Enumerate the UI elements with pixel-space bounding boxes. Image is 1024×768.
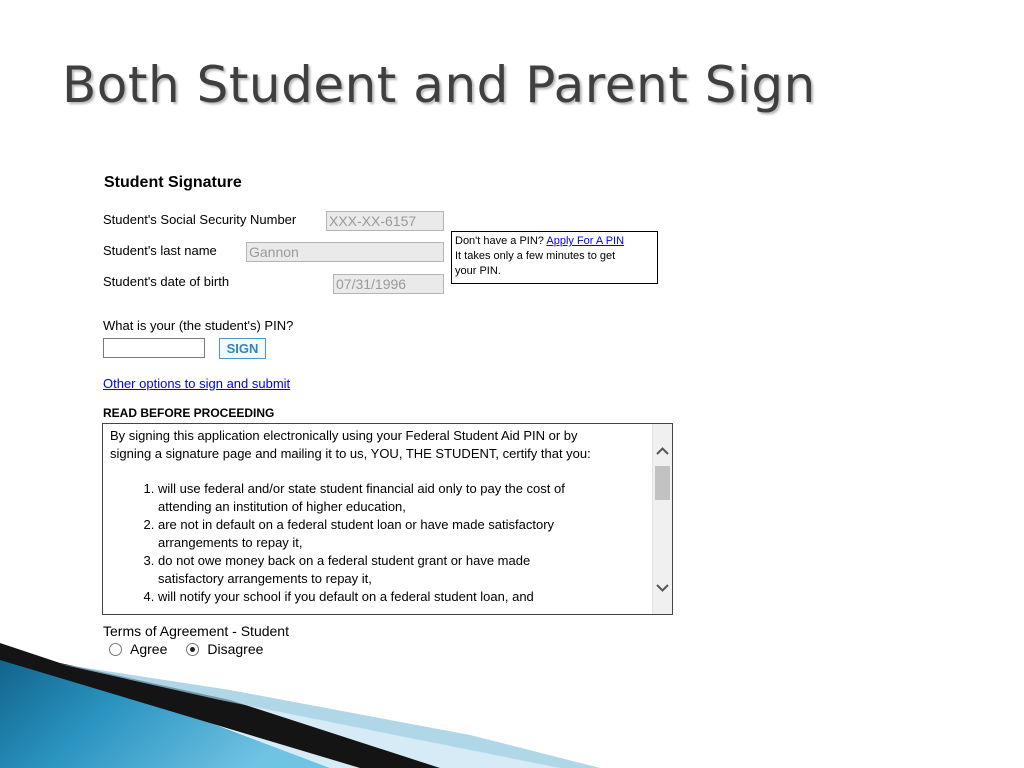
agree-radio[interactable] [109, 643, 122, 656]
list-item: 1. will use federal and/or state student financial aid only to pay the cost of attending an institution of higher education, [158, 480, 656, 516]
ssn-field[interactable]: XXX-XX-6157 [326, 211, 444, 231]
list-item: 2. are not in default on a federal student loan or have made satisfactory arrangements to repay it, [158, 516, 656, 552]
slide-title: Both Student and Parent Sign [62, 56, 816, 114]
chevron-down-icon[interactable] [655, 580, 670, 595]
dob-label: Student's date of birth [103, 274, 230, 289]
pin-question: What is your (the student's) PIN? [103, 318, 294, 333]
read-heading: READ BEFORE PROCEEDING [103, 406, 275, 420]
terms-text [110, 427, 656, 613]
intro-line: By signing this application electronically using your Federal Student Aid PIN or by [110, 428, 578, 443]
disagree-radio[interactable] [186, 643, 199, 656]
list-item: 4. will notify your school if you default on a federal student loan, and [158, 588, 656, 606]
pin-input[interactable] [103, 338, 205, 358]
scrollbar[interactable] [652, 424, 672, 614]
apply-pin-link[interactable]: Apply For A PIN [546, 235, 625, 247]
dob-field[interactable]: 07/31/1996 [333, 274, 444, 294]
sign-button[interactable]: SIGN [219, 338, 266, 359]
last-name-label: Student's last name [103, 243, 217, 258]
agree-label[interactable]: Agree [130, 641, 168, 657]
scroll-thumb[interactable] [655, 466, 670, 500]
other-options-link[interactable]: Other options to sign and submit [103, 376, 291, 391]
last-name-field[interactable]: Gannon [246, 242, 444, 262]
terms-text-box[interactable] [102, 423, 673, 615]
intro-line: signing a signature page and mailing it to us, YOU, THE STUDENT, certify that you: [110, 446, 591, 461]
terms-label: Terms of Agreement - Student [103, 623, 289, 639]
chevron-up-icon[interactable] [655, 444, 670, 459]
pin-help-box [451, 231, 658, 284]
disagree-label[interactable]: Disagree [207, 641, 264, 657]
list-item: 3. do not owe money back on a federal student grant or have made satisfactory arrangements to repay it, [158, 552, 656, 588]
terms-radio-group [109, 641, 282, 657]
ssn-label: Student's Social Security Number [103, 212, 297, 227]
pin-help-prefix: Don't have a PIN? [455, 235, 547, 247]
section-heading: Student Signature [104, 174, 242, 191]
pin-help-line: your PIN. [455, 265, 501, 277]
pin-help-line: It takes only a few minutes to get [455, 250, 616, 262]
